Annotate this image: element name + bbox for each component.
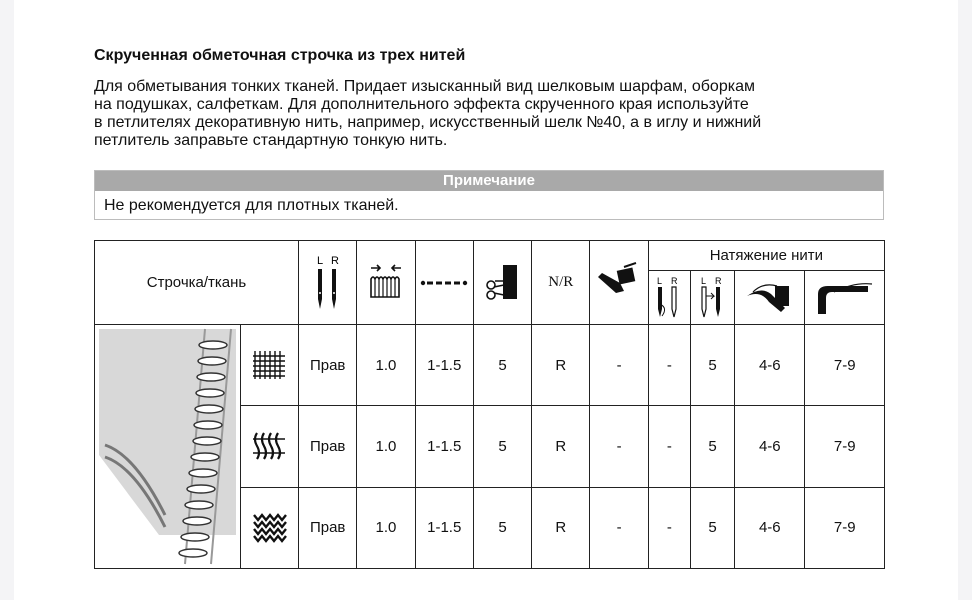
- fabric-cell: [240, 325, 298, 406]
- finger-value: -: [590, 325, 648, 406]
- stitch-finger-icon: [594, 261, 644, 305]
- lower-looper-tension-value: 7-9: [805, 325, 885, 406]
- needle-lr-icon: [313, 253, 343, 313]
- stitch-illustration-cell: [95, 325, 241, 569]
- description-line: на подушках, салфеткам. Для дополнительного эффекта скрученного края используйте: [94, 96, 749, 113]
- note-heading: Примечание: [95, 171, 883, 191]
- diff-value: 1.0: [357, 487, 415, 568]
- lower-looper-tension-icon: [814, 278, 876, 318]
- differential-feed-header: [357, 241, 415, 325]
- svg-text:R: R: [714, 275, 722, 286]
- stitch-finger-header: [590, 241, 648, 325]
- width-value: 5: [473, 406, 531, 487]
- note-text: Не рекомендуется для плотных тканей.: [104, 197, 399, 214]
- lower-looper-tension-value: 7-9: [805, 487, 885, 568]
- stitch-length-header: [415, 241, 473, 325]
- lower-looper-tension-value: 7-9: [805, 406, 885, 487]
- right-needle-tension-value: 5: [690, 487, 734, 568]
- right-needle-tension-header: [690, 271, 734, 325]
- left-needle-tension-value: -: [648, 325, 690, 406]
- needle-value: Прав: [299, 406, 357, 487]
- width-value: 5: [473, 325, 531, 406]
- upper-looper-tension-header: [735, 271, 805, 325]
- twisted-overlock-stitch-illustration: [95, 325, 240, 568]
- fabric-cell: [240, 406, 298, 487]
- fabric-cell: [240, 487, 298, 568]
- needle-label-right: R: [330, 254, 339, 267]
- nr-header: N/R: [532, 241, 590, 325]
- right-needle-tension-value: 5: [690, 406, 734, 487]
- nr-value: R: [532, 487, 590, 568]
- svg-text:R: R: [671, 275, 678, 286]
- needle-value: Прав: [299, 325, 357, 406]
- description-line: Для обметывания тонких тканей. Придает изысканный вид шелковым шарфам, оборкам: [94, 78, 755, 95]
- medium-fabric-icon: [251, 429, 287, 463]
- stitch-fabric-header: Строчка/ткань: [95, 241, 299, 325]
- length-value: 1-1.5: [415, 406, 473, 487]
- finger-value: -: [590, 406, 648, 487]
- stitch-length-icon: [419, 277, 469, 289]
- width-value: 5: [473, 487, 531, 568]
- length-value: 1-1.5: [415, 487, 473, 568]
- finger-value: -: [590, 487, 648, 568]
- differential-feed-icon: [368, 263, 404, 303]
- right-needle-tension-icon: [698, 274, 728, 322]
- left-needle-tension-value: -: [648, 487, 690, 568]
- svg-text:L: L: [657, 275, 663, 286]
- page-title: Скрученная обметочная строчка из трех нитей: [94, 47, 466, 64]
- diff-value: 1.0: [357, 406, 415, 487]
- upper-looper-tension-value: 4-6: [735, 406, 805, 487]
- description: [94, 78, 894, 150]
- description-line: в петлителях декоративную нить, например, искусственный шелк №40, а в иглу и нижний: [94, 114, 762, 131]
- right-needle-tension-value: 5: [690, 325, 734, 406]
- svg-text:L: L: [700, 275, 706, 286]
- note-box: [94, 170, 884, 220]
- knife-icon: [483, 261, 523, 305]
- knit-fabric-icon: [251, 511, 287, 545]
- nr-value: R: [532, 325, 590, 406]
- description-line: петлитель заправьте стандартную тонкую нить.: [94, 132, 448, 149]
- upper-looper-tension-value: 4-6: [735, 487, 805, 568]
- needle-label-left: L: [316, 254, 323, 267]
- upper-looper-tension-value: 4-6: [735, 325, 805, 406]
- needle-header: [299, 241, 357, 325]
- upper-looper-tension-icon: [743, 278, 797, 318]
- manual-page: [14, 0, 958, 600]
- left-needle-tension-value: -: [648, 406, 690, 487]
- settings-table: [94, 240, 885, 569]
- nr-value: R: [532, 406, 590, 487]
- cutting-width-header: [473, 241, 531, 325]
- light-fabric-icon: [251, 348, 287, 382]
- length-value: 1-1.5: [415, 325, 473, 406]
- diff-value: 1.0: [357, 325, 415, 406]
- needle-value: Прав: [299, 487, 357, 568]
- left-needle-tension-icon: [654, 274, 684, 322]
- lower-looper-tension-header: [805, 271, 885, 325]
- tension-header: Натяжение нити: [648, 241, 884, 271]
- left-needle-tension-header: [648, 271, 690, 325]
- table-row: [95, 325, 885, 406]
